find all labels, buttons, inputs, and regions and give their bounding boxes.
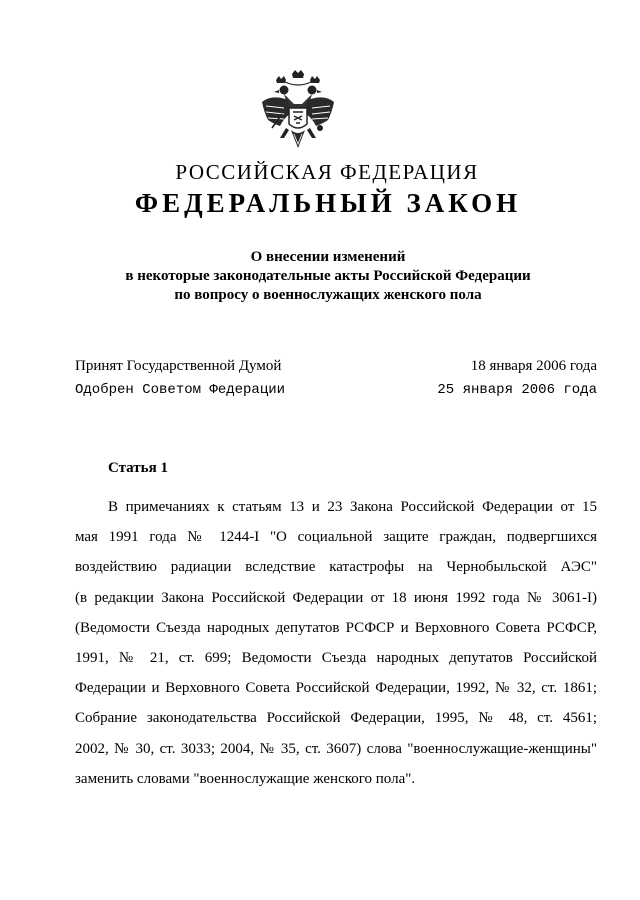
article-line: В примечаниях к статьям 13 и 23 Закона Российской Федерации от 15 (108, 499, 597, 515)
council-approval-row (75, 382, 597, 402)
council-approval-label: Одобрен Советом Федерации (75, 382, 286, 398)
article-line: Собрание законодательства Российской Федерации, 1995, № 48, ст. 4561; (75, 710, 597, 727)
coat-of-arms-icon (258, 68, 338, 158)
article-body (75, 492, 597, 794)
article-line: (в редакции Закона Российской Федерации от 18 июня 1992 года № 3061-I) (75, 589, 597, 606)
country-name: РОССИЙСКАЯ ФЕДЕРАЦИЯ (175, 160, 479, 184)
law-type-title: ФЕДЕРАЛЬНЫЙ ЗАКОН (134, 188, 522, 218)
subject-line: в некоторые законодательные акты Российской Федерации (125, 268, 531, 284)
duma-adoption-label: Принят Государственной Думой (75, 358, 282, 374)
law-subject (0, 248, 640, 305)
article-line: мая 1991 года № 1244-I "О социальной защите граждан, подвергшихся (75, 529, 597, 546)
council-approval-date: 25 января 2006 года (437, 382, 597, 398)
article-title: Статья 1 (108, 460, 168, 476)
article-line: (Ведомости Съезда народных депутатов РСФСР и Верховного Совета РСФСР, (75, 619, 597, 636)
duma-adoption-date: 18 января 2006 года (470, 358, 597, 374)
article-line: 1991, № 21, ст. 699; Ведомости Съезда народных депутатов Российской (75, 649, 597, 666)
article-line: Федерации и Верховного Совета Российской Федерации, 1992, № 32, ст. 1861; (75, 680, 597, 697)
subject-line: по вопросу о военнослужащих женского пола (174, 287, 482, 303)
subject-line: О внесении изменений (250, 249, 406, 265)
article-line: воздействию радиации вследствие катастрофы на Чернобыльской АЭС" (75, 559, 597, 576)
duma-adoption-row (75, 358, 597, 378)
article-line: 2002, № 30, ст. 3033; 2004, № 35, ст. 3607) слова "военнослужащие-женщины" (75, 740, 597, 757)
article-line: заменить словами "военнослужащие женского пола". (75, 770, 416, 787)
